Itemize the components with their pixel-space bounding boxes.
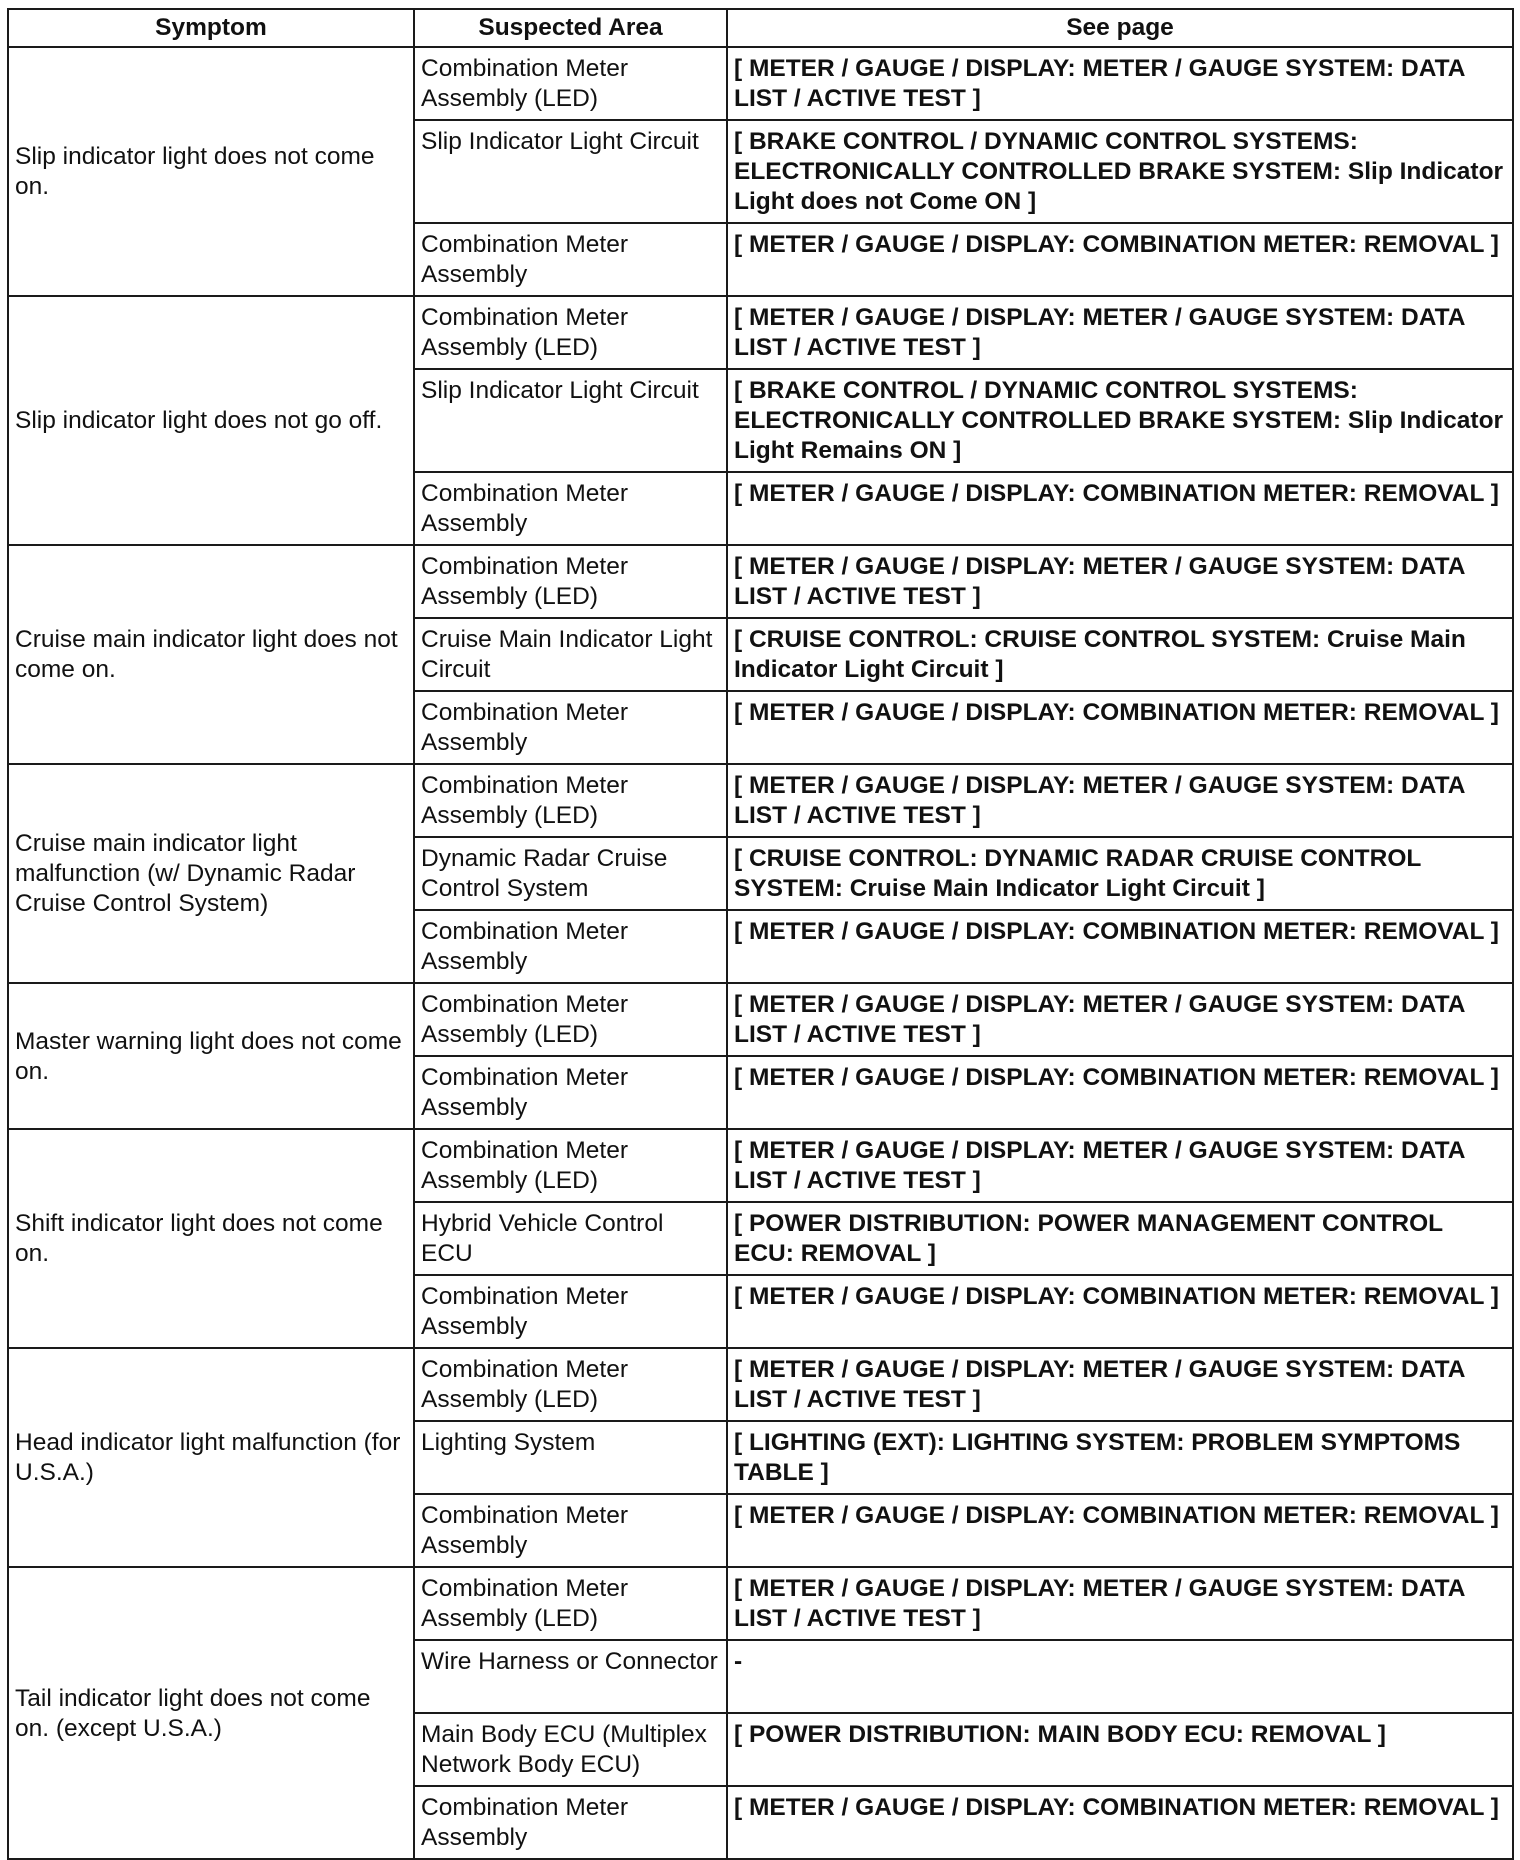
symptom-cell: Shift indicator light does not come on. <box>8 1129 414 1348</box>
see-page-cell: [ BRAKE CONTROL / DYNAMIC CONTROL SYSTEMS: ELECTRONICALLY CONTROLLED BRAKE SYSTEM: Slip Indicator Light does not Come ON ] <box>727 120 1513 223</box>
see-page-cell: [ METER / GAUGE / DISPLAY: COMBINATION METER: REMOVAL ] <box>727 910 1513 983</box>
suspected-area-cell: Hybrid Vehicle Control ECU <box>414 1202 727 1275</box>
header-row <box>8 9 1513 47</box>
see-page-cell: [ METER / GAUGE / DISPLAY: METER / GAUGE SYSTEM: DATA LIST / ACTIVE TEST ] <box>727 1348 1513 1421</box>
see-page-cell: [ METER / GAUGE / DISPLAY: METER / GAUGE SYSTEM: DATA LIST / ACTIVE TEST ] <box>727 296 1513 369</box>
table-body <box>8 47 1513 1859</box>
suspected-area-cell: Combination Meter Assembly <box>414 1786 727 1859</box>
table-row <box>8 764 1513 837</box>
header-suspected-area: Suspected Area <box>414 9 727 47</box>
table-header <box>8 9 1513 47</box>
problem-symptoms-table-container <box>7 8 1512 1860</box>
table-row <box>8 1129 1513 1202</box>
suspected-area-cell: Combination Meter Assembly (LED) <box>414 296 727 369</box>
see-page-cell: [ CRUISE CONTROL: DYNAMIC RADAR CRUISE CONTROL SYSTEM: Cruise Main Indicator Light Circuit ] <box>727 837 1513 910</box>
suspected-area-cell: Combination Meter Assembly (LED) <box>414 1129 727 1202</box>
suspected-area-cell: Slip Indicator Light Circuit <box>414 120 727 223</box>
see-page-cell: [ METER / GAUGE / DISPLAY: METER / GAUGE SYSTEM: DATA LIST / ACTIVE TEST ] <box>727 545 1513 618</box>
table-row <box>8 983 1513 1056</box>
problem-symptoms-table <box>7 8 1514 1860</box>
see-page-cell: [ METER / GAUGE / DISPLAY: METER / GAUGE SYSTEM: DATA LIST / ACTIVE TEST ] <box>727 764 1513 837</box>
suspected-area-cell: Combination Meter Assembly <box>414 910 727 983</box>
header-see-page: See page <box>727 9 1513 47</box>
suspected-area-cell: Main Body ECU (Multiplex Network Body ECU) <box>414 1713 727 1786</box>
see-page-cell: [ METER / GAUGE / DISPLAY: COMBINATION METER: REMOVAL ] <box>727 691 1513 764</box>
table-row <box>8 1348 1513 1421</box>
suspected-area-cell: Combination Meter Assembly <box>414 1494 727 1567</box>
suspected-area-cell: Combination Meter Assembly (LED) <box>414 1567 727 1640</box>
header-symptom: Symptom <box>8 9 414 47</box>
suspected-area-cell: Combination Meter Assembly <box>414 1275 727 1348</box>
table-row <box>8 1567 1513 1640</box>
suspected-area-cell: Combination Meter Assembly (LED) <box>414 983 727 1056</box>
see-page-cell: [ BRAKE CONTROL / DYNAMIC CONTROL SYSTEMS: ELECTRONICALLY CONTROLLED BRAKE SYSTEM: Slip Indicator Light Remains ON ] <box>727 369 1513 472</box>
see-page-cell: [ METER / GAUGE / DISPLAY: COMBINATION METER: REMOVAL ] <box>727 1275 1513 1348</box>
see-page-cell: [ METER / GAUGE / DISPLAY: COMBINATION METER: REMOVAL ] <box>727 223 1513 296</box>
symptom-cell: Slip indicator light does not go off. <box>8 296 414 545</box>
symptom-cell: Head indicator light malfunction (for U.S.A.) <box>8 1348 414 1567</box>
suspected-area-cell: Combination Meter Assembly <box>414 1056 727 1129</box>
see-page-cell: [ POWER DISTRIBUTION: MAIN BODY ECU: REMOVAL ] <box>727 1713 1513 1786</box>
see-page-cell: [ METER / GAUGE / DISPLAY: COMBINATION METER: REMOVAL ] <box>727 1786 1513 1859</box>
suspected-area-cell: Lighting System <box>414 1421 727 1494</box>
suspected-area-cell: Combination Meter Assembly (LED) <box>414 545 727 618</box>
see-page-cell: [ METER / GAUGE / DISPLAY: COMBINATION METER: REMOVAL ] <box>727 1056 1513 1129</box>
symptom-cell: Cruise main indicator light malfunction (w/ Dynamic Radar Cruise Control System) <box>8 764 414 983</box>
table-row <box>8 47 1513 120</box>
suspected-area-cell: Combination Meter Assembly <box>414 691 727 764</box>
see-page-cell: [ METER / GAUGE / DISPLAY: METER / GAUGE SYSTEM: DATA LIST / ACTIVE TEST ] <box>727 1129 1513 1202</box>
symptom-cell: Cruise main indicator light does not come on. <box>8 545 414 764</box>
see-page-cell: [ METER / GAUGE / DISPLAY: METER / GAUGE SYSTEM: DATA LIST / ACTIVE TEST ] <box>727 47 1513 120</box>
suspected-area-cell: Dynamic Radar Cruise Control System <box>414 837 727 910</box>
see-page-cell: [ METER / GAUGE / DISPLAY: COMBINATION METER: REMOVAL ] <box>727 472 1513 545</box>
suspected-area-cell: Combination Meter Assembly <box>414 223 727 296</box>
suspected-area-cell: Combination Meter Assembly (LED) <box>414 1348 727 1421</box>
suspected-area-cell: Slip Indicator Light Circuit <box>414 369 727 472</box>
suspected-area-cell: Combination Meter Assembly <box>414 472 727 545</box>
see-page-cell: [ METER / GAUGE / DISPLAY: COMBINATION METER: REMOVAL ] <box>727 1494 1513 1567</box>
see-page-cell: [ CRUISE CONTROL: CRUISE CONTROL SYSTEM: Cruise Main Indicator Light Circuit ] <box>727 618 1513 691</box>
see-page-cell: [ LIGHTING (EXT): LIGHTING SYSTEM: PROBLEM SYMPTOMS TABLE ] <box>727 1421 1513 1494</box>
symptom-cell: Master warning light does not come on. <box>8 983 414 1129</box>
table-row <box>8 296 1513 369</box>
see-page-cell: - <box>727 1640 1513 1713</box>
suspected-area-cell: Combination Meter Assembly (LED) <box>414 47 727 120</box>
symptom-cell: Slip indicator light does not come on. <box>8 47 414 296</box>
see-page-cell: [ POWER DISTRIBUTION: POWER MANAGEMENT CONTROL ECU: REMOVAL ] <box>727 1202 1513 1275</box>
table-row <box>8 545 1513 618</box>
see-page-cell: [ METER / GAUGE / DISPLAY: METER / GAUGE SYSTEM: DATA LIST / ACTIVE TEST ] <box>727 1567 1513 1640</box>
suspected-area-cell: Cruise Main Indicator Light Circuit <box>414 618 727 691</box>
suspected-area-cell: Combination Meter Assembly (LED) <box>414 764 727 837</box>
symptom-cell: Tail indicator light does not come on. (except U.S.A.) <box>8 1567 414 1859</box>
see-page-cell: [ METER / GAUGE / DISPLAY: METER / GAUGE SYSTEM: DATA LIST / ACTIVE TEST ] <box>727 983 1513 1056</box>
suspected-area-cell: Wire Harness or Connector <box>414 1640 727 1713</box>
